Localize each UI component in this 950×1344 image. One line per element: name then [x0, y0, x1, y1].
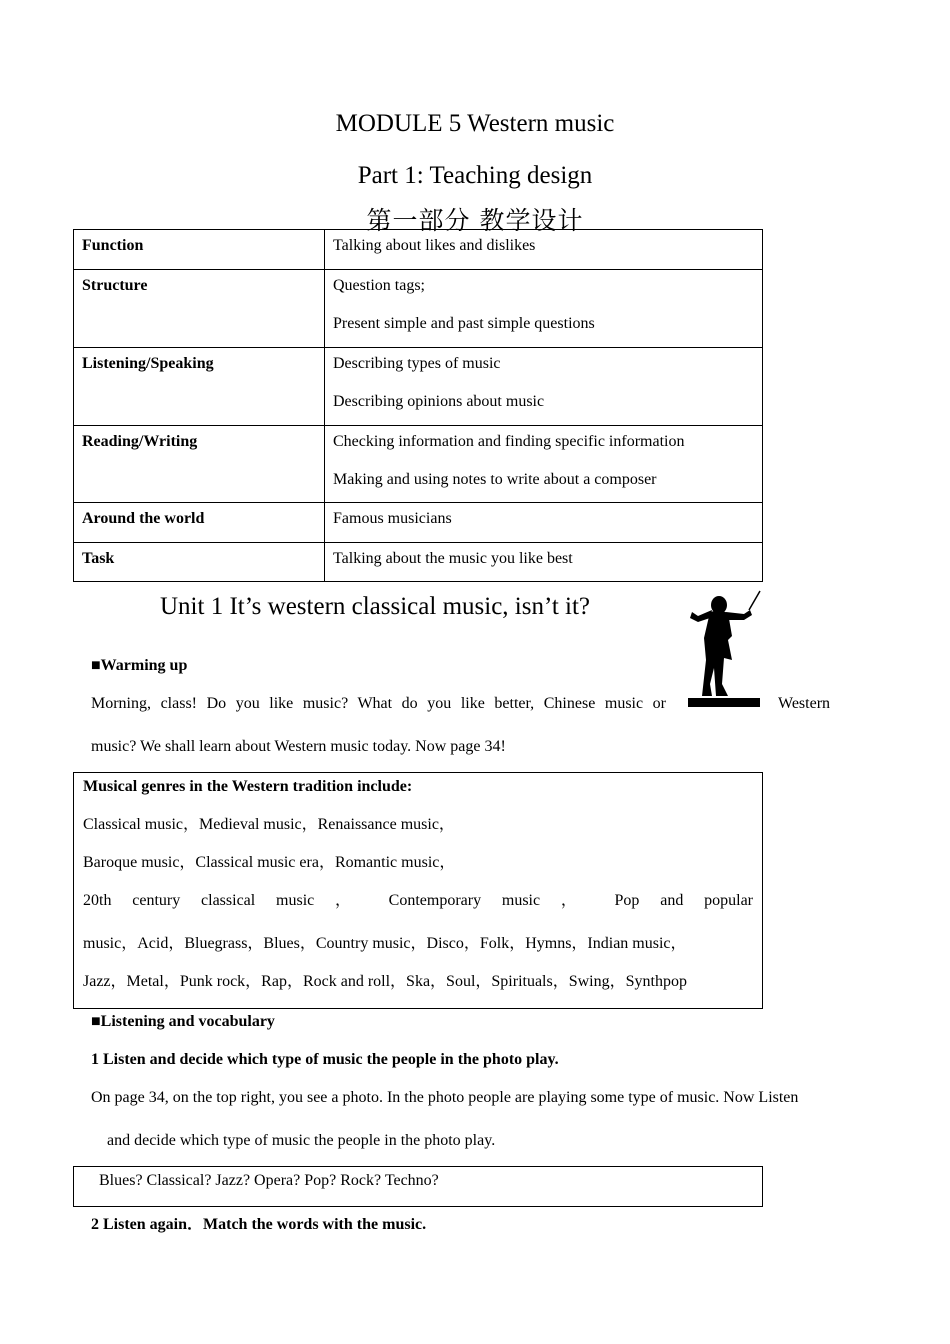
- row-key: Around the world: [74, 503, 325, 543]
- task-1-heading: 1 Listen and decide which type of music the people in the photo play.: [91, 1051, 559, 1068]
- task-1-paragraph-line-2: and decide which type of music the people in the photo play.: [107, 1132, 496, 1149]
- conductor-silhouette-icon: [686, 588, 766, 712]
- table-row: [74, 503, 763, 543]
- row-value: Checking information and finding specific information Making and using notes to write about a composer: [325, 426, 763, 503]
- row-key: Reading/Writing: [74, 426, 325, 503]
- music-options-box: [73, 1166, 763, 1207]
- row-value: Talking about the music you like best: [325, 543, 763, 582]
- row-key: Function: [74, 230, 325, 270]
- warming-up-line-1-end: Western: [778, 695, 831, 712]
- warming-up-line-2: music? We shall learn about Western music today. Now page 34!: [91, 738, 506, 755]
- teaching-design-table: [73, 229, 763, 582]
- table-row: [74, 270, 763, 348]
- genres-line: music，Acid，Bluegrass，Blues，Country music，Disco，Folk，Hymns，Indian music，: [83, 935, 687, 952]
- table-row: [74, 543, 763, 582]
- unit-title: Unit 1 It’s western classical music, isn’t it?: [160, 593, 591, 620]
- row-value: Famous musicians: [325, 503, 763, 543]
- music-options: Blues? Classical? Jazz? Opera? Pop? Rock? Techno?: [99, 1172, 439, 1189]
- row-value: Talking about likes and dislikes: [325, 230, 763, 270]
- table-row: [74, 348, 763, 426]
- row-key: Listening/Speaking: [74, 348, 325, 426]
- row-value: Describing types of music Describing opinions about music: [325, 348, 763, 426]
- genres-line: Baroque music，Classical music era，Romantic music，: [83, 854, 456, 871]
- row-key: Task: [74, 543, 325, 582]
- task-2-heading: 2 Listen again．Match the words with the music.: [91, 1216, 427, 1233]
- warming-up-heading: ■Warming up: [91, 657, 188, 674]
- warming-up-line-1: Morning, class! Do you like music? What do you like better, Chinese music or: [91, 695, 666, 712]
- listening-heading: ■Listening and vocabulary: [91, 1013, 275, 1030]
- genres-line: Jazz，Metal，Punk rock，Rap，Rock and roll，Ska，Soul，Spirituals，Swing，Synthpop: [83, 973, 687, 990]
- genres-heading: Musical genres in the Western tradition include:: [83, 778, 413, 795]
- table-row: [74, 426, 763, 503]
- genres-box: [73, 772, 763, 1009]
- task-1-paragraph-line-1: On page 34, on the top right, you see a photo. In the photo people are playing some type of music. Now Listen: [91, 1089, 799, 1106]
- genres-line: Classical music，Medieval music，Renaissance music，: [83, 816, 455, 833]
- row-value: Question tags; Present simple and past simple questions: [325, 270, 763, 348]
- part-title: Part 1: Teaching design: [357, 162, 593, 189]
- part-title-zh: 第一部分 教学设计: [366, 206, 584, 235]
- row-key: Structure: [74, 270, 325, 348]
- module-title: MODULE 5 Western music: [335, 110, 615, 137]
- genres-line: 20th century classical music ， Contemporary music ， Pop and popular: [83, 892, 753, 909]
- table-row: [74, 230, 763, 270]
